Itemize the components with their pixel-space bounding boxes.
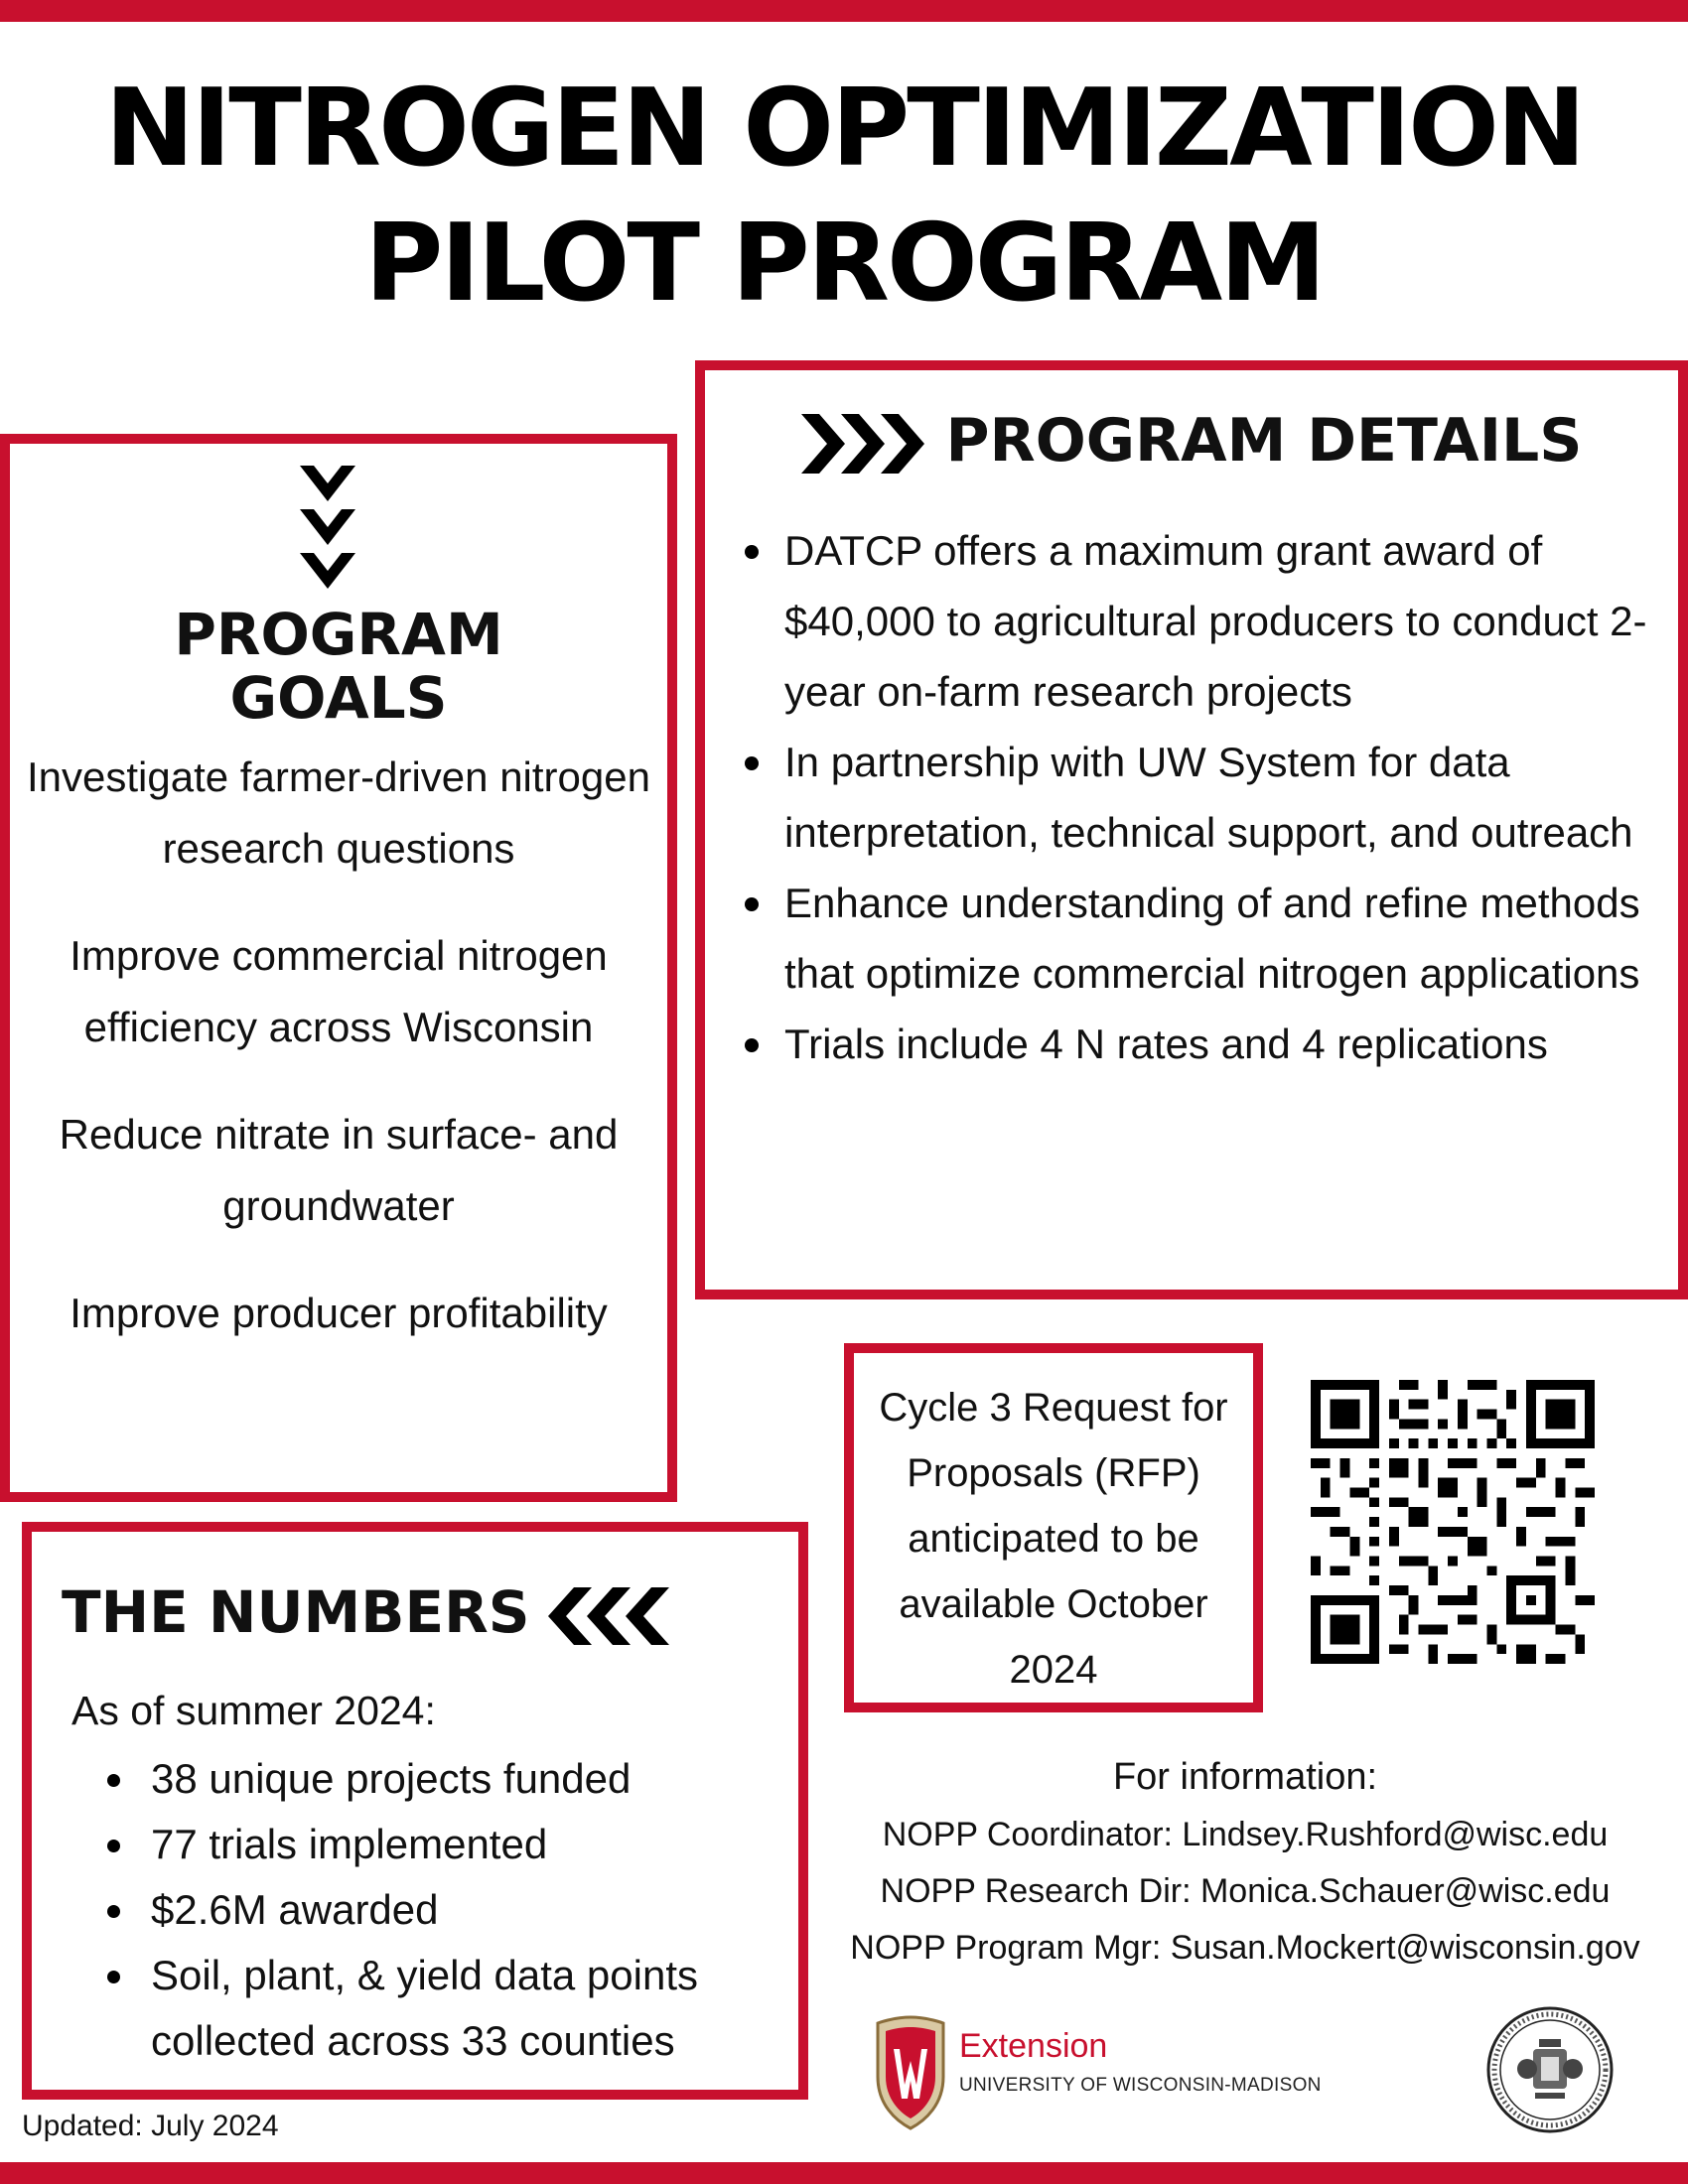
numbers-heading: THE NUMBERS [62,1578,530,1646]
goal-item: Improve commercial nitrogen efficiency across Wisconsin [70,932,608,1050]
program-details-panel [695,360,1688,1299]
uw-extension-logo [872,2015,1322,2132]
title-line-1: NITROGEN OPTIMIZATION [104,67,1584,191]
numbers-intro: As of summer 2024: [71,1688,436,1733]
chevrons-right-icon [801,414,926,474]
numbers-item: 77 trials implemented [89,1812,784,1877]
qr-code-icon[interactable] [1311,1380,1595,1664]
details-item: Trials include 4 N rates and 4 replications [737,1009,1670,1079]
goal-item: Reduce nitrate in surface- and groundwater [59,1111,619,1229]
goal-item: Improve producer profitability [70,1290,608,1336]
contact-coordinator[interactable]: NOPP Coordinator: Lindsey.Rushford@wisc.edu [882,1816,1609,1853]
details-item: Enhance understanding of and refine methods that optimize commercial nitrogen applications [737,868,1670,1009]
page-title [0,62,1688,332]
contact-research-director[interactable]: NOPP Research Dir: Monica.Schauer@wisc.edu [880,1872,1611,1910]
goals-list [20,742,657,1385]
goals-heading-line-2: GOALS [229,664,448,732]
numbers-heading-row [62,1577,669,1647]
extension-name: Extension [959,2027,1108,2065]
bottom-accent-bar [0,2162,1688,2184]
numbers-list [89,1746,784,2074]
numbers-item: $2.6M awarded [89,1877,784,1943]
chevrons-down-icon [300,466,355,593]
details-item: DATCP offers a maximum grant award of $40,000 to agricultural producers to conduct 2-year on-farm research projects [737,515,1670,727]
chevrons-left-icon [548,1587,669,1645]
top-accent-bar [0,0,1688,22]
contact-info [802,1747,1688,1977]
goal-item: Investigate farmer-driven nitrogen research questions [27,753,650,872]
program-goals-panel [0,434,677,1502]
details-list [737,515,1670,1079]
numbers-item: 38 unique projects funded [89,1746,784,1812]
uw-crest-icon [872,2015,949,2130]
rfp-notice-text: Cycle 3 Request for Proposals (RFP) anticipated to be available October 2024 [879,1386,1228,1692]
university-name: UNIVERSITY OF WISCONSIN-MADISON [959,2075,1322,2096]
program-details-heading: PROGRAM DETAILS [945,406,1583,476]
the-numbers-panel [22,1522,808,2100]
program-goals-heading [10,603,667,730]
updated-date: Updated: July 2024 [22,2110,279,2142]
contact-info-title: For information: [1112,1756,1378,1798]
state-seal-icon [1485,2005,1615,2134]
rfp-notice-panel [844,1343,1263,1712]
goals-heading-line-1: PROGRAM [174,601,503,668]
program-details-heading-row [705,406,1678,476]
title-line-2: PILOT PROGRAM [364,202,1324,326]
numbers-item: Soil, plant, & yield data points collected across 33 counties [89,1943,784,2074]
contact-program-manager[interactable]: NOPP Program Mgr: Susan.Mockert@wisconsin.gov [850,1929,1640,1967]
details-item: In partnership with UW System for data interpretation, technical support, and outreach [737,727,1670,868]
